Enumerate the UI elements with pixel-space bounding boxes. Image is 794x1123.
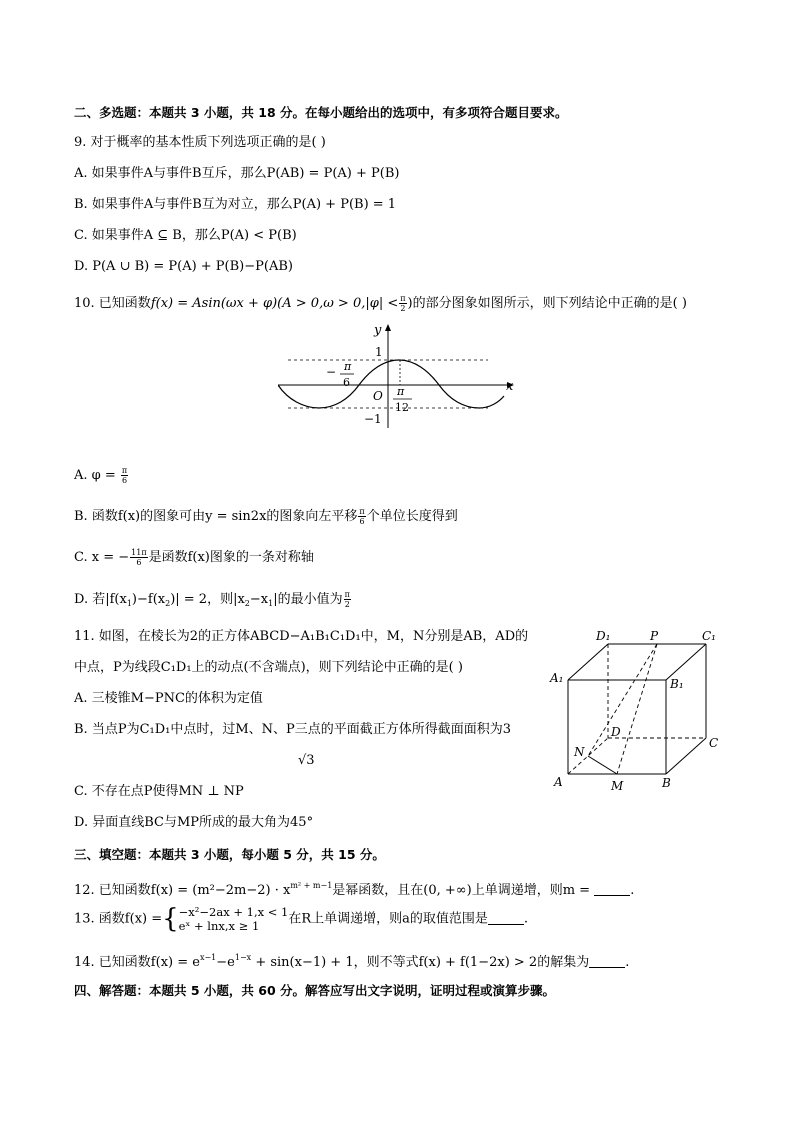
cube-label-A1: A₁: [550, 671, 564, 685]
q10-stem: 10. 已知函数f(x) = Asin(ωx + φ)(A > 0,ω > 0,|φ| < $\frac{\pi}{2}$ )的部分图象如图所示，则下列结论中正确的是( ): [74, 294, 687, 313]
cube-label-D1: D₁: [596, 629, 611, 643]
cube-label-M: M: [611, 779, 624, 793]
q10-option-a: A. φ = $\frac{\pi}{6}$: [74, 466, 128, 485]
cube-label-C1: C₁: [702, 629, 716, 643]
cube-label-A: A: [554, 775, 563, 789]
graph-neg-pi-label: π: [344, 360, 352, 373]
graph-x-label: x: [506, 379, 514, 394]
q9-stem: 9. 对于概率的基本性质下列选项正确的是( ): [74, 135, 326, 150]
graph-neg-six-label: 6: [343, 376, 350, 389]
graph-sine-curve: [278, 360, 504, 408]
q11-cube-figure: [548, 624, 724, 796]
q10-option-c: C. x = − $\frac{11\pi}{6}$ 是函数f(x)图象的一条对称轴: [74, 548, 314, 567]
q10-option-b: B. 函数f(x)的图象可由y = sin2x的图象向左平移 $\frac{\pi}{6}$ 个单位长度得到: [74, 507, 458, 526]
cube-label-C: C: [709, 736, 719, 750]
graph-origin-label: O: [373, 389, 383, 403]
q11-stem-line1: 11. 如图，在棱长为2的正方体ABCD−A₁B₁C₁D₁中，M，N分别是AB，AD的: [74, 629, 529, 644]
q10-stem-formula: f(x) = Asin(ωx + φ)(A > 0,ω > 0,|φ| <: [150, 296, 399, 311]
q11-option-a: A. 三棱锥M−PNC的体积为定值: [74, 691, 263, 706]
graph-pi12-twelve-label: 12: [395, 401, 409, 414]
q11-option-d: D. 异面直线BC与MP所成的最大角为45°: [74, 815, 314, 830]
q14-answer-blank[interactable]: [589, 955, 625, 968]
section-answer-heading: 四、解答题：本题共 5 小题，共 60 分。解答应写出文字说明，证明过程或演算步骤。: [74, 983, 556, 998]
q11-stem-line2: 中点，P为线段C₁D₁上的动点(不含端点)，则下列结论中正确的是( ): [74, 660, 463, 675]
section-multiple-choice-heading: 二、多选题：本题共 3 小题，共 18 分。在每小题给出的选项中，有多项符合题目要求。: [74, 105, 568, 120]
q10-sine-graph: [278, 320, 518, 430]
q9-option-a: A. 如果事件A与事件B互斥，那么P(AB) = P(A) + P(B): [74, 166, 400, 181]
section-fill-in-heading: 三、填空题：本题共 3 小题，每小题 5 分，共 15 分。: [74, 847, 385, 862]
graph-max-label: 1: [375, 345, 383, 359]
q13-stem: 13. 函数f(x) ={ −x²−2ax + 1,x < 1 eˣ + lnx,x ≥ 1 在R上单调递增，则a的取值范围是 .: [74, 904, 529, 934]
q11-option-b: B. 当点P为C₁D₁中点时，过M、N、P三点的平面截正方体所得截面面积为3: [74, 722, 512, 737]
graph-pi12-pi-label: π: [397, 385, 405, 398]
q9-option-b: B. 如果事件A与事件B互为对立，那么P(A) + P(B) = 1: [74, 197, 397, 212]
q12-answer-blank[interactable]: [594, 883, 630, 896]
cube-label-N: N: [574, 745, 585, 759]
q13-answer-blank[interactable]: [488, 912, 524, 925]
graph-neg-sign: −: [326, 365, 337, 379]
q9-option-c: C. 如果事件A ⊆ B，那么P(A) < P(B): [74, 228, 297, 243]
cube-label-B: B: [662, 776, 671, 790]
graph-y-axis-arrow: [385, 324, 391, 331]
cube-label-B1: B₁: [670, 677, 684, 691]
cube-label-D: D: [611, 725, 621, 739]
q13-piecewise: { −x²−2ax + 1,x < 1 eˣ + lnx,x ≥ 1: [162, 904, 289, 934]
q12-stem: 12. 已知函数$f(x) = (m^2-2m-2) \cdot x^{m^2 + m-1}$是幂函数，且在(0, +∞)上单调递增，则m = .: [74, 881, 635, 898]
q10-option-d: D. 若$|f(x_1)-f(x_2)| = 2$，则$|x_2-x_1|$的最小值为 $\frac{\pi}{2}$: [74, 590, 350, 609]
q11-option-c: C. 不存在点P使得MN ⊥ NP: [74, 784, 244, 799]
q9-option-d: D. P(A ∪ B) = P(A) + P(B)−P(AB): [74, 259, 293, 274]
graph-min-label: −1: [364, 412, 382, 426]
cube-label-P: P: [650, 629, 659, 643]
graph-y-label: y: [374, 323, 382, 338]
q10-stem-end: 的部分图象如图所示，则下列结论中正确的是( ): [412, 296, 687, 311]
q11-option-b-root: √3: [298, 753, 315, 768]
q10-stem-intro: 10. 已知函数: [74, 296, 151, 311]
q14-stem: 14. 已知函数$f(x) = e^{x-1}-e^{1-x} + \sin(x-1) + 1$，则不等式f(x) + f(1−2x) > 2的解集为 .: [74, 953, 630, 970]
q10-stem-fraction: $\frac{\pi}{2}$: [400, 294, 406, 313]
